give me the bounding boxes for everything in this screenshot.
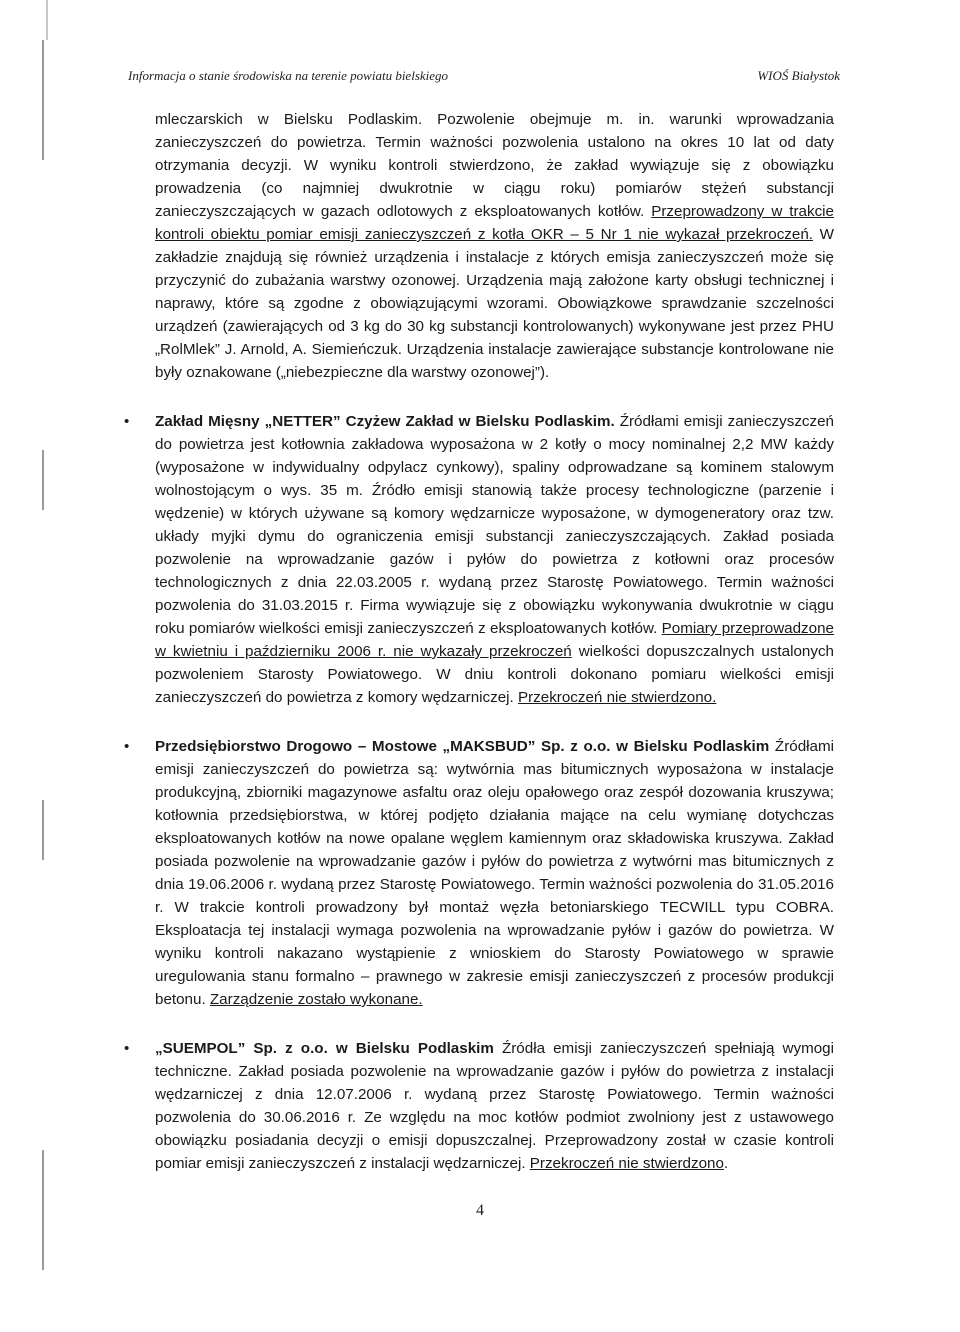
item-paragraph (155, 410, 834, 709)
bullet-icon: • (124, 1040, 130, 1057)
header-title: Informacja o stanie środowiska na terenie powiatu bielskiego (128, 68, 449, 83)
item-text: wielkości dopuszczalnych ustalonych pozwoleniem Starosty Powiatowego. W dniu kontroli dokonano pomiaru wielkości emisji zanieczyszczeń do powietrza z komory wędzarniczej. (155, 643, 834, 706)
scan-edge-mark (42, 40, 44, 160)
item-title: Przedsiębiorstwo Drogowo – Mostowe „MAKSBUD” Sp. z o.o. w Bielsku Podlaskim (155, 738, 770, 755)
item-text: Źródłami emisji zanieczyszczeń do powietrza są: wytwórnia mas bitumicznych wyposażona w instalacje produkcyjną, zbiorniki magazynowe asfaltu oraz oleju opałowego oraz zespół dozowania kruszywa; kotłownia przedsiębiorstwa, w której podjęto działania mające na celu wymianę dotychczas eksploatowanych kotłów na nowe opalane węglem kamiennym oraz składowiska kruszywa. Zakład posiada pozwolenie na wprowadzanie gazów i pyłów do powietrza z wytwórni mas bitumicznych z dnia 19.06.2006 r. wydaną przez Starostę Powiatowego. Termin ważności pozwolenia do 31.05.2016 r. W trakcie kontroli prowadzony był montaż węzła betoniarskiego TECWILL typu COBRA. Eksploatacja tej instalacji wymaga pozwolenia na wprowadzanie pyłów i gazów do powietrza. W wyniku kontroli nakazano wystąpienie z wnioskiem do Starosty Powiatowego w sprawie uregulowania stanu formalno – prawnego w zakresie emisji zanieczyszczeń z procesów produkcji betonu. (155, 738, 834, 1008)
scan-edge-mark (42, 450, 44, 510)
intro-rest-text: W zakładzie znajdują się również urządzenia i instalacje z których emisja zanieczyszczeń może się przyczynić do zubażania warstwy ozonowej. Urządzenia mają założone karty obsługi technicznej i naprawy, które są zgodne z obowiązującymi wzorami. Obowiązkowe sprawdzanie szczelności urządzeń (zawierających od 3 kg do 30 kg substancji kontrolowanych) wykonywane jest przez PHU „RolMlek” J. Arnold, A. Siemieńczuk. Urządzenia instalacje zawierające substancje kontrolowane nie były oznakowane („niebezpieczne dla warstwy ozonowej”). (155, 226, 834, 381)
scan-edge-mark (42, 800, 44, 860)
item-text: . (723, 1155, 729, 1172)
item-paragraph (155, 1037, 834, 1175)
list-item (124, 1037, 834, 1175)
intro-paragraph (155, 108, 834, 384)
bullet-icon: • (124, 738, 130, 755)
item-underlined-text: Przekroczeń nie stwierdzono. (517, 689, 717, 706)
item-text: Źródłami emisji zanieczyszczeń do powietrza jest kotłownia zakładowa wyposażona w 2 kotły o mocy nominalnej 2,2 MW każdy (wyposażone w indywidualny odpylacz cynkowy), spaliny odprowadzane są kominem stalowym wolnostojącym o wys. 35 m. Źródło emisji stanowią także procesy technologiczne (parzenie i wędzenie) w których używane są komory wędzarnicze wyposażone, w dymogeneratory oraz tzw. układy myjki dymu do ograniczenia emisji substancji zanieczyszczających. Zakład posiada pozwolenie na wprowadzanie gazów i pyłów do powietrza z kotłowni oraz procesów technologicznych z dnia 22.03.2005 r. wydaną przez Starostę Powiatowego. Termin ważności pozwolenia do 31.03.2015 r. Firma wywiązuje się z obowiązku wykonywania dwukrotnie w ciągu roku pomiarów wielkości emisji zanieczyszczeń z eksploatowanych kotłów. (155, 413, 834, 637)
item-paragraph (155, 735, 834, 1011)
document-body (124, 108, 835, 1175)
item-text: Źródła emisji zanieczyszczeń spełniają wymogi techniczne. Zakład posiada pozwolenie na wprowadzanie gazów i pyłów do powietrza z instalacji wędzarniczej z dnia 12.07.2006 r. wydaną przez Starostę Powiatowego. Termin ważności pozwolenia do 30.06.2016 r. Ze względu na moc kotłów podmiot zwolniony jest z ustawowego obowiązku posiadania decyzji o emisji dopuszczalnej. Przeprowadzony został w czasie kontroli pomiar emisji zanieczyszczeń z instalacji wędzarniczej. (155, 1040, 834, 1172)
item-underlined-text: Przekroczeń nie stwierdzono (529, 1155, 724, 1172)
intro-underlined-text: Przeprowadzony w trakcie kontroli obiektu pomiar emisji zanieczyszczeń z kotła OKR – 5 Nr 1 nie wykazał przekroczeń. (155, 203, 835, 243)
item-underlined-text: Pomiary przeprowadzone w kwietniu i październiku 2006 r. nie wykazały przekroczeń (155, 620, 834, 660)
list-item (124, 735, 834, 1011)
item-title: „SUEMPOL” Sp. z o.o. w Bielsku Podlaskim (155, 1040, 494, 1057)
scan-edge-mark (46, 0, 48, 40)
page-number: 4 (476, 1202, 484, 1219)
item-title: Zakład Mięsny „NETTER” Czyżew Zakład w Bielsku Podlaskim. (155, 413, 615, 430)
bullet-icon: • (124, 413, 130, 430)
list-item (124, 410, 834, 709)
header-organization: WIOŚ Białystok (757, 68, 840, 83)
intro-text: mleczarskich w Bielsku Podlaskim. Pozwolenie obejmuje m. in. warunki wprowadzania zanieczyszczeń do powietrza. Termin ważności pozwolenia ustalono na okres 10 lat od daty otrzymania decyzji. W wyniku kontroli stwierdzono, że zakład wywiązuje się z obowiązku prowadzenia (co najmniej dwukrotnie w ciągu roku) pomiarów stężeń substancji zanieczyszczających w gazach odlotowych z eksploatowanych kotłów. (155, 111, 834, 220)
item-underlined-text: Zarządzenie zostało wykonane. (209, 991, 423, 1008)
